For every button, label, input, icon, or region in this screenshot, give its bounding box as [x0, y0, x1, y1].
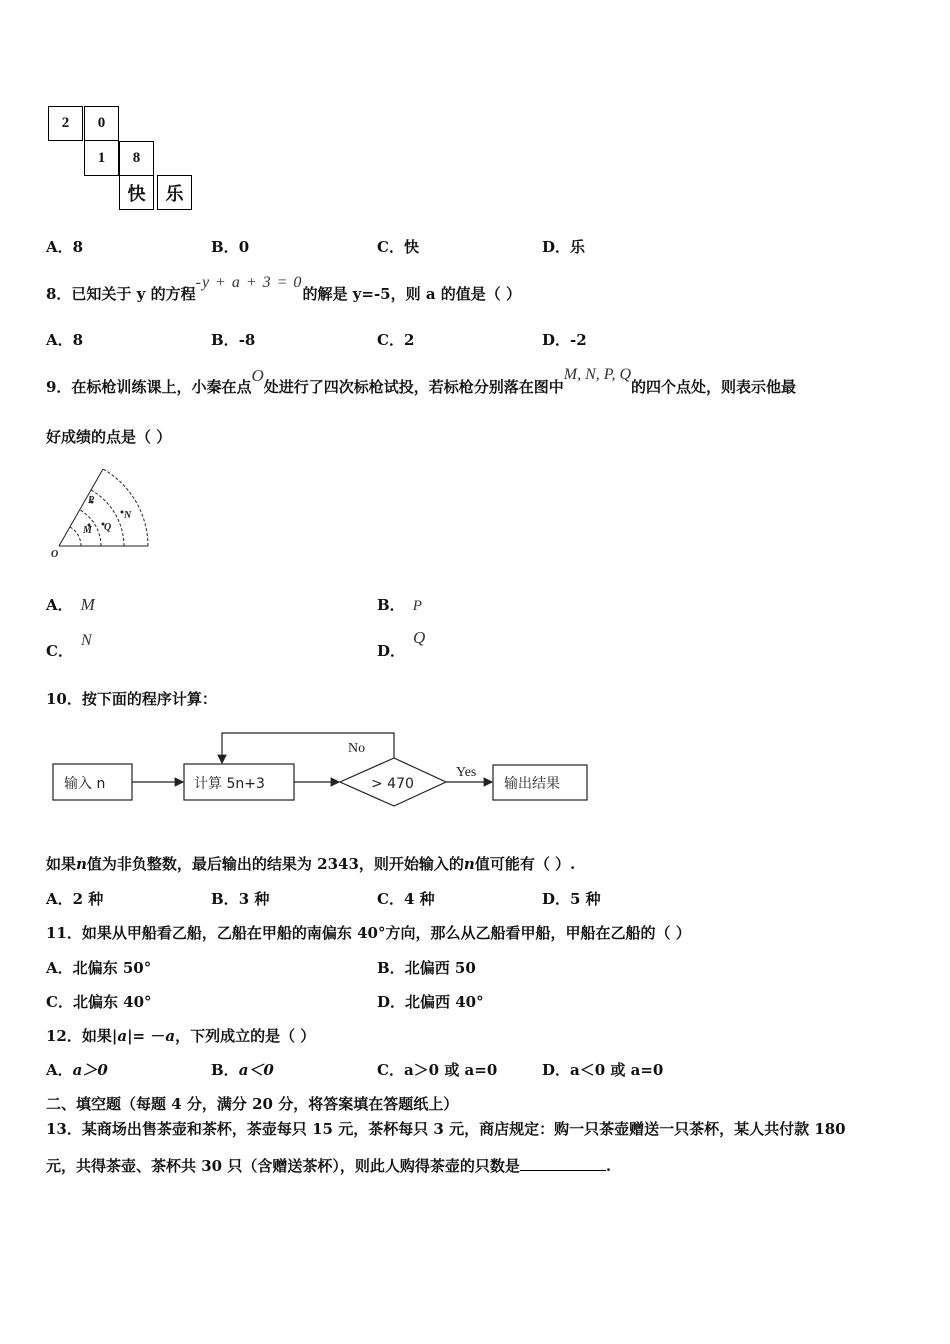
program-flowchart — [46, 722, 596, 812]
label-m: M — [83, 525, 92, 536]
q7-option-b[interactable]: B．0 — [211, 238, 250, 256]
q11-option-d[interactable]: D．北偏西 40° — [377, 993, 484, 1011]
q9-option-a[interactable]: A． M — [46, 595, 95, 614]
no-label: No — [348, 741, 366, 756]
outer-arc — [103, 469, 148, 546]
q8-stem: 8．已知关于 y 的方程-y + a + 3 = 0的解是 y=-5，则 a 的值是（ ） — [46, 274, 521, 303]
label-o: O — [51, 549, 59, 560]
arc-3 — [91, 490, 124, 546]
q11-option-b[interactable]: B．北偏西 50 — [377, 959, 476, 977]
label-q: Q — [104, 522, 112, 533]
q12-option-b[interactable]: B．a＜0 — [211, 1061, 274, 1079]
output-text: 输出结果 — [504, 776, 560, 792]
q9-stem-line1: 9．在标枪训练课上，小秦在点O处进行了四次标枪试投，若标枪分别落在图中M, N, P, Q的四个点处，则表示他最 — [46, 366, 797, 396]
compute-text: 计算 5n+3 — [194, 776, 265, 792]
net-cell: 2 — [48, 106, 83, 141]
q8-option-c[interactable]: C．2 — [377, 331, 415, 349]
q10-title: 10．按下面的程序计算： — [46, 690, 217, 708]
inner-arc — [70, 527, 81, 546]
condition-text: > 470 — [371, 776, 414, 792]
q10-option-d[interactable]: D．5 种 — [542, 890, 601, 908]
q9-stem-line2: 好成绩的点是（ ） — [46, 428, 172, 446]
q10-option-b[interactable]: B．3 种 — [211, 890, 270, 908]
label-n: N — [124, 510, 132, 521]
q9-option-d[interactable]: D．Q — [377, 628, 426, 660]
q8-option-b[interactable]: B．-8 — [211, 331, 256, 349]
q10-option-a[interactable]: A．2 种 — [46, 890, 104, 908]
arrow-loop-back — [222, 733, 394, 763]
yes-label: Yes — [456, 765, 477, 780]
sector-side-line — [59, 469, 103, 546]
q7-option-a[interactable]: A．8 — [46, 238, 84, 256]
q13-line2: 元，共得茶壶、茶杯共 30 只（含赠送茶杯），则此人购得茶壶的只数是 . — [46, 1157, 612, 1175]
section-2-title: 二、填空题（每题 4 分，满分 20 分，将答案填在答题纸上） — [46, 1095, 459, 1113]
net-cell: 乐 — [157, 175, 192, 210]
q8-option-a[interactable]: A．8 — [46, 331, 84, 349]
q9-option-c[interactable]: C．N — [46, 632, 92, 660]
net-cell: 快 — [119, 175, 154, 210]
net-cell: 0 — [84, 106, 119, 141]
input-text: 输入 n — [64, 776, 106, 792]
q11-option-a[interactable]: A．北偏东 50° — [46, 959, 152, 977]
javelin-sector-figure — [46, 462, 156, 560]
q10-option-c[interactable]: C．4 种 — [377, 890, 435, 908]
net-cell: 8 — [119, 141, 154, 176]
answer-blank[interactable] — [520, 1156, 606, 1171]
q7-option-c[interactable]: C．快 — [377, 238, 419, 256]
q8-option-d[interactable]: D．-2 — [542, 331, 587, 349]
label-p: P — [88, 495, 95, 506]
q11-option-c[interactable]: C．北偏东 40° — [46, 993, 152, 1011]
q11-stem: 11．如果从甲船看乙船，乙船在甲船的南偏东 40°方向，那么从乙船看甲船，甲船在乙船的（ ） — [46, 924, 691, 942]
q12-option-a[interactable]: A．a＞0 — [46, 1061, 108, 1079]
q7-option-d[interactable]: D．乐 — [542, 238, 586, 256]
q10-stem: 如果n值为非负整数，最后输出的结果为 2343，则开始输入的n值可能有（ ）. — [46, 855, 576, 873]
q8-equation: -y + a + 3 = 0 — [195, 274, 303, 291]
q12-option-d[interactable]: D．a＜0 或 a=0 — [542, 1061, 664, 1079]
q13-line1: 13．某商场出售茶壶和茶杯，茶壶每只 15 元，茶杯每只 3 元，商店规定：购一只茶壶赠送一只茶杯，某人共付款 180 — [46, 1120, 846, 1138]
q9-option-b[interactable]: B． P — [377, 596, 422, 614]
net-cell: 1 — [84, 141, 119, 176]
q12-option-c[interactable]: C．a＞0 或 a=0 — [377, 1061, 498, 1079]
q12-stem: 12．如果|a|= －a，下列成立的是（ ） — [46, 1027, 316, 1045]
